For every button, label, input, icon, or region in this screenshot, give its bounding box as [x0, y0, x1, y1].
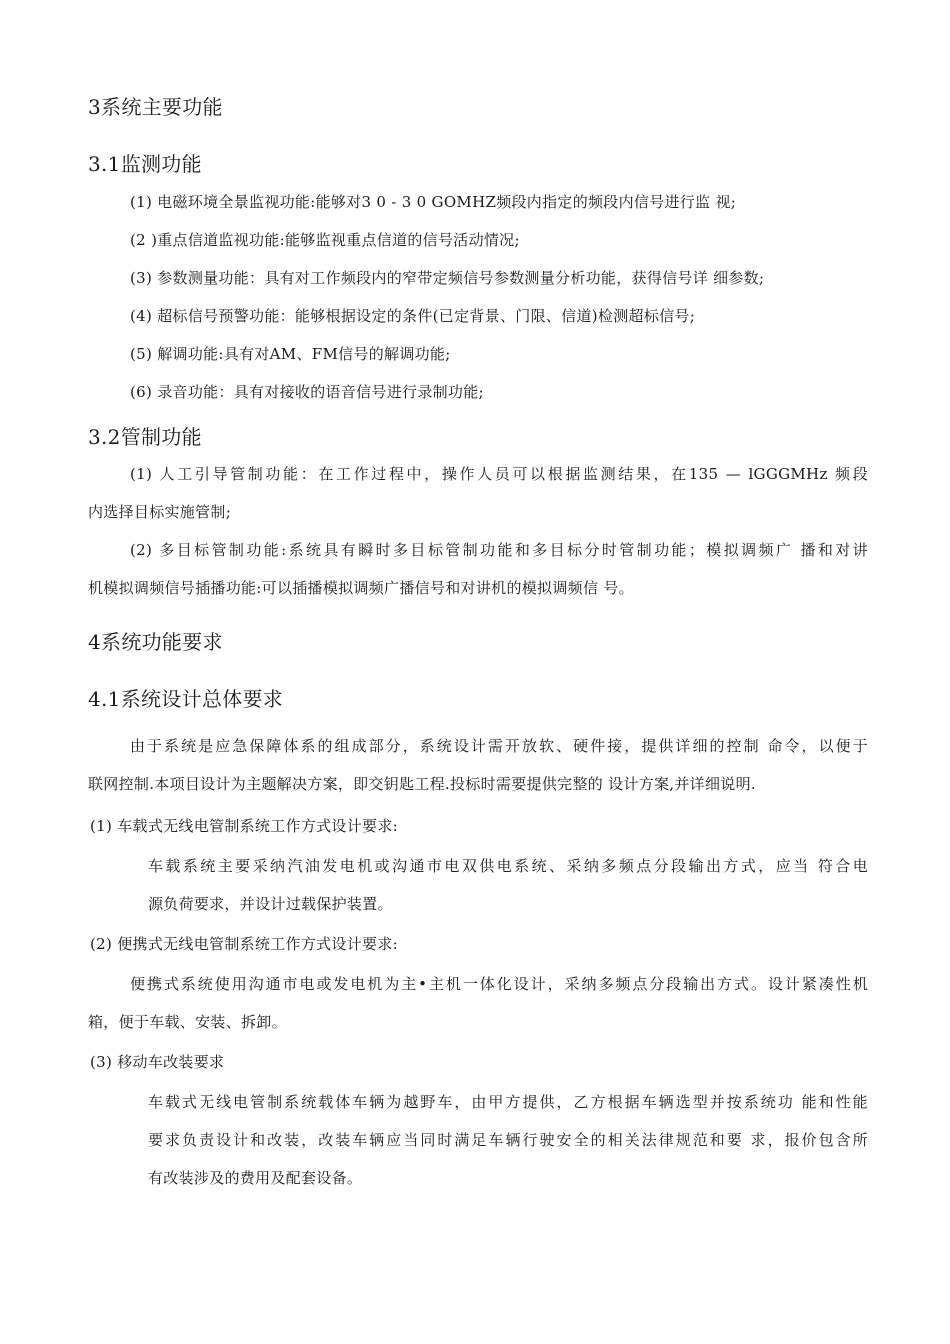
paragraph-intro-line2: 联网控制.本项目设计为主题解决方案，即交钥匙工程.投标时需要提供完整的 设计方案,并详细说明. — [88, 775, 756, 793]
paragraph-intro-line1: 由于系统是应急保障体系的组成部分，系统设计需开放软、硬件接，提供详细的控制 命令，以便于 — [130, 737, 868, 755]
requirement-2-heading: (2) 便携式无线电管制系统工作方式设计要求: — [90, 935, 398, 953]
heading-section-4: 4系统功能要求 — [88, 630, 223, 654]
requirement-3-heading: (3) 移动车改装要求 — [90, 1053, 225, 1071]
list-item-3-1-2: (2 )重点信道监视功能:能够监视重点信道的信号活动情况; — [130, 231, 520, 249]
list-item-3-2-2-line2: 机模拟调频信号插播功能:可以插播模拟调频广播信号和对讲机的模拟调频信 号。 — [88, 579, 634, 597]
requirement-3-line3: 有改装涉及的费用及配套设备。 — [148, 1169, 363, 1187]
requirement-2-line1: 便携式系统使用沟通市电或发电机为主•主机一体化设计，采纳多频点分段输出方式。设计紧凑性机 — [130, 975, 868, 993]
list-item-3-1-6: (6) 录音功能：具有对接收的语音信号进行录制功能; — [130, 383, 484, 401]
heading-section-4-1: 4.1系统设计总体要求 — [88, 687, 284, 711]
list-item-3-1-3: (3) 参数测量功能：具有对工作频段内的窄带定频信号参数测量分析功能，获得信号详 细参数; — [130, 269, 765, 287]
requirement-3-line1: 车载式无线电管制系统载体车辆为越野车，由甲方提供，乙方根据车辆选型并按系统功 能和性能 — [148, 1093, 868, 1111]
list-item-3-1-1: (1) 电磁环境全景监视功能:能够对3 0 - 3 0 GOMHZ频段内指定的频段内信号进行监 视; — [130, 193, 737, 211]
requirement-1-line2: 源负荷要求，并设计过载保护装置。 — [148, 895, 393, 913]
requirement-1-line1: 车载系统主要采纳汽油发电机或沟通市电双供电系统、采纳多频点分段输出方式，应当 符合电 — [148, 857, 868, 875]
requirement-2-line2: 箱，便于车载、安装、拆卸。 — [88, 1013, 287, 1031]
heading-section-3-2: 3.2管制功能 — [88, 425, 202, 449]
requirement-1-heading: (1) 车载式无线电管制系统工作方式设计要求: — [90, 817, 398, 835]
heading-section-3-1: 3.1监测功能 — [88, 152, 202, 176]
list-item-3-1-5: (5) 解调功能:具有对AM、FM信号的解调功能; — [130, 345, 451, 363]
heading-section-3: 3系统主要功能 — [88, 95, 223, 119]
list-item-3-2-1-line1: (1) 人工引导管制功能：在工作过程中，操作人员可以根据监测结果，在135 — lGGGMHz 频段 — [130, 465, 868, 483]
list-item-3-2-1-line2: 内选择目标实施管制; — [88, 503, 232, 521]
list-item-3-1-4: (4) 超标信号预警功能：能够根据设定的条件(已定背景、门限、信道)检测超标信号; — [130, 307, 696, 325]
requirement-3-line2: 要求负责设计和改装，改装车辆应当同时满足车辆行驶安全的相关法律规范和要 求，报价包含所 — [148, 1131, 868, 1149]
list-item-3-2-2-line1: (2) 多目标管制功能:系统具有瞬时多目标管制功能和多目标分时管制功能；模拟调频广 播和对讲 — [130, 541, 868, 559]
